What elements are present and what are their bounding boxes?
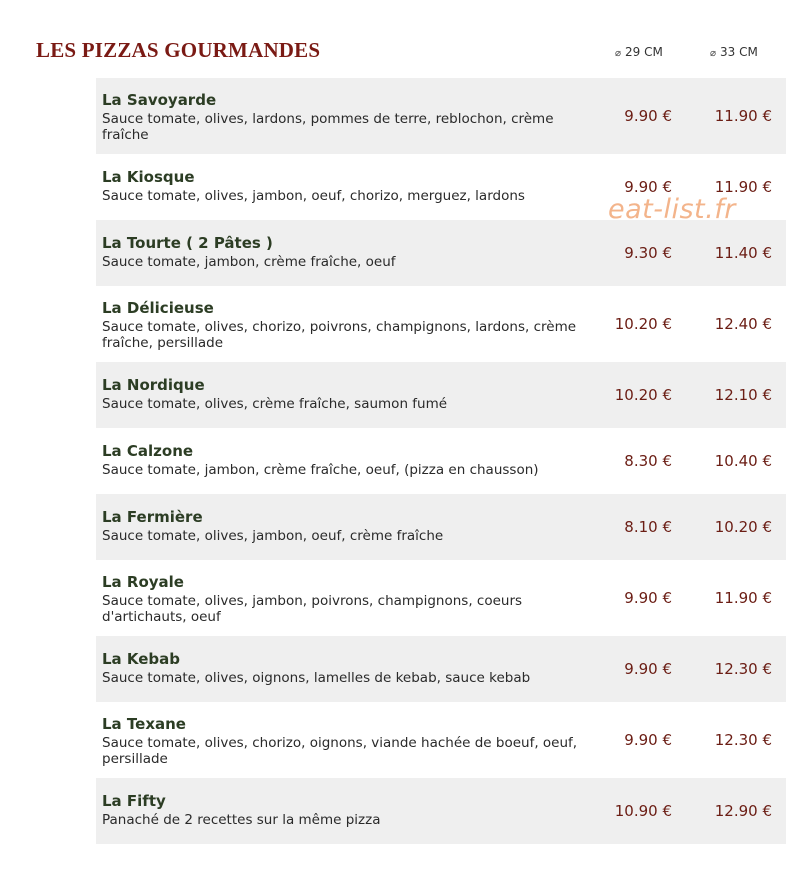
price-33cm: 11.90 € — [714, 589, 772, 607]
pizza-description: Sauce tomate, olives, oignons, lamelles de kebab, sauce kebab — [102, 670, 531, 686]
price-33cm: 10.20 € — [714, 518, 772, 536]
pizza-description: Sauce tomate, jambon, crème fraîche, oeuf — [102, 254, 396, 270]
pizza-name: La Fermière — [102, 508, 203, 526]
menu-item — [96, 494, 786, 560]
size-29-label — [615, 45, 663, 59]
menu-item — [96, 778, 786, 844]
pizza-description: Sauce tomate, jambon, crème fraîche, oeuf, (pizza en chausson) — [102, 462, 539, 478]
price-33cm: 11.40 € — [714, 244, 772, 262]
menu-item — [96, 636, 786, 702]
price-33cm: 12.30 € — [714, 731, 772, 749]
pizza-name: La Texane — [102, 715, 186, 733]
diameter-icon: ⌀ — [710, 48, 717, 59]
price-29cm: 9.90 € — [624, 589, 672, 607]
watermark: eat-list.fr — [608, 194, 736, 225]
price-33cm: 12.90 € — [714, 802, 772, 820]
pizza-name: La Savoyarde — [102, 91, 217, 109]
price-33cm: 11.90 € — [714, 107, 772, 125]
menu-item — [96, 220, 786, 286]
size-33-text: 33 CM — [720, 45, 758, 59]
price-29cm: 9.30 € — [624, 244, 672, 262]
pizza-description: Panaché de 2 recettes sur la même pizza — [102, 812, 381, 828]
pizza-description: Sauce tomate, olives, chorizo, oignons, viande hachée de boeuf, oeuf, persillade — [102, 735, 578, 767]
pizza-name: La Royale — [102, 573, 184, 591]
pizza-name: La Kiosque — [102, 168, 195, 186]
price-33cm: 12.40 € — [714, 315, 772, 333]
price-33cm: 12.10 € — [714, 386, 772, 404]
menu-item — [96, 362, 786, 428]
pizza-description: Sauce tomate, olives, crème fraîche, saumon fumé — [102, 396, 448, 412]
size-33-label — [710, 45, 758, 59]
price-33cm: 10.40 € — [714, 452, 772, 470]
pizza-name: La Nordique — [102, 376, 205, 394]
pizza-name: La Fifty — [102, 792, 166, 810]
menu-item — [96, 560, 786, 636]
pizza-description: Sauce tomate, olives, lardons, pommes de terre, reblochon, crème fraîche — [102, 111, 554, 143]
price-29cm: 9.90 € — [624, 178, 672, 196]
pizza-menu-list — [96, 78, 786, 844]
diameter-icon: ⌀ — [615, 48, 622, 59]
size-29-text: 29 CM — [625, 45, 663, 59]
menu-item — [96, 78, 786, 154]
price-33cm: 11.90 € — [714, 178, 772, 196]
pizza-description: Sauce tomate, olives, jambon, oeuf, crème fraîche — [102, 528, 444, 544]
menu-item — [96, 286, 786, 362]
price-29cm: 9.90 € — [624, 731, 672, 749]
menu-item — [96, 702, 786, 778]
price-29cm: 9.90 € — [624, 660, 672, 678]
pizza-name: La Tourte ( 2 Pâtes ) — [102, 234, 273, 252]
pizza-name: La Kebab — [102, 650, 181, 668]
price-29cm: 10.20 € — [614, 315, 672, 333]
pizza-name: La Calzone — [102, 442, 194, 460]
menu-item — [96, 428, 786, 494]
price-29cm: 10.20 € — [614, 386, 672, 404]
menu-header — [0, 0, 799, 78]
pizza-description: Sauce tomate, olives, jambon, poivrons, champignons, coeurs d'artichauts, oeuf — [102, 593, 523, 625]
pizza-description: Sauce tomate, olives, jambon, oeuf, chorizo, merguez, lardons — [102, 188, 525, 204]
price-29cm: 8.10 € — [624, 518, 672, 536]
pizza-name: La Délicieuse — [102, 299, 214, 317]
section-title: LES PIZZAS GOURMANDES — [36, 38, 321, 62]
price-29cm: 8.30 € — [624, 452, 672, 470]
price-33cm: 12.30 € — [714, 660, 772, 678]
price-29cm: 10.90 € — [614, 802, 672, 820]
pizza-description: Sauce tomate, olives, chorizo, poivrons, champignons, lardons, crème fraîche, persillade — [102, 319, 577, 351]
price-29cm: 9.90 € — [624, 107, 672, 125]
